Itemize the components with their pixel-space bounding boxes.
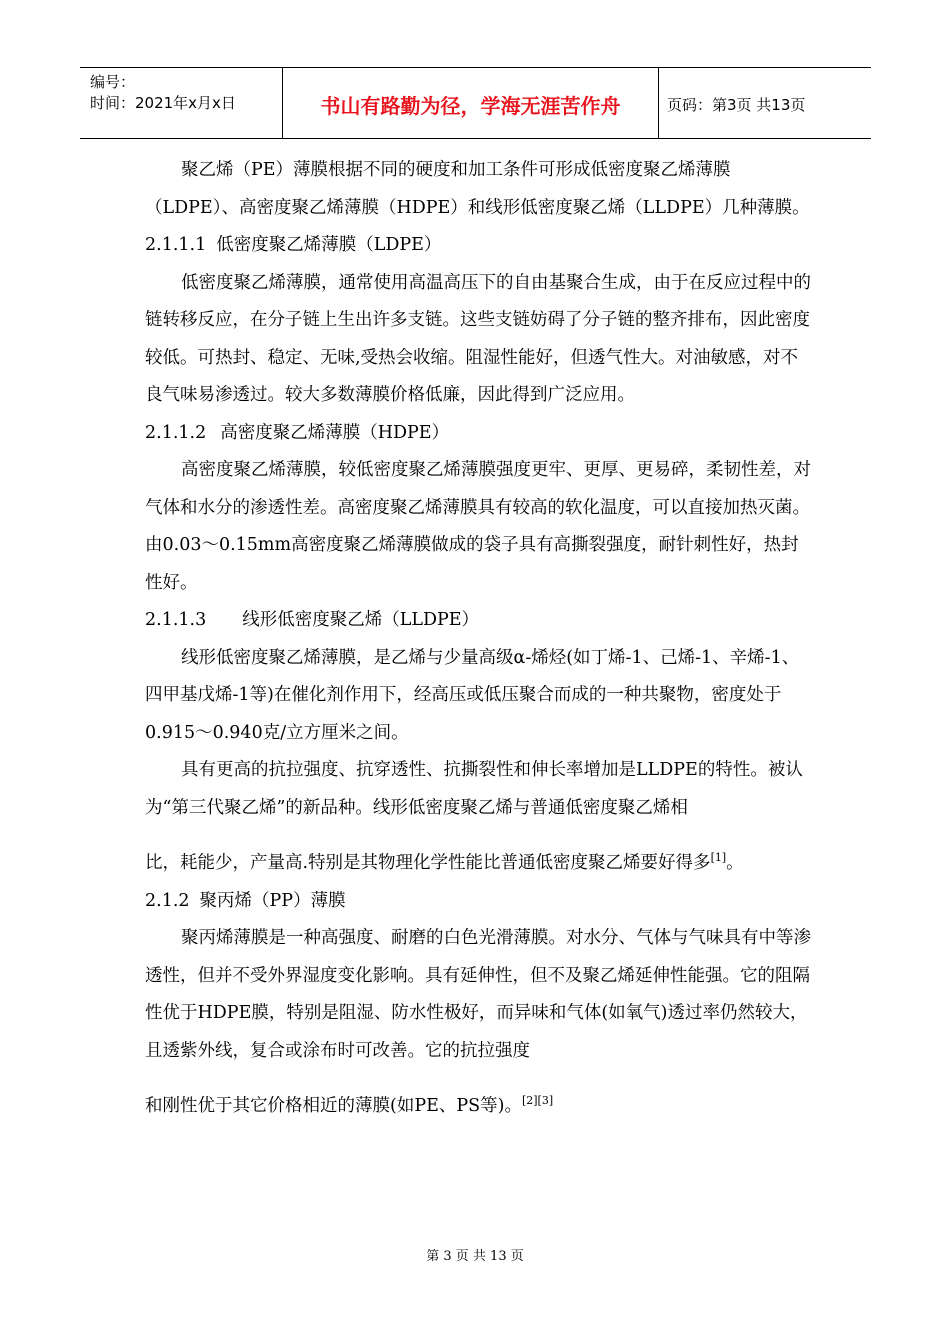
section-number: 2.1.1.1 [145, 235, 207, 255]
section-heading-lldpe [145, 602, 815, 640]
section-number: 2.1.2 [145, 890, 190, 911]
paragraph-pe-overview: 聚乙烯（PE）薄膜根据不同的硬度和加工条件可形成低密度聚乙烯薄膜（LDPE）、高密度聚乙烯薄膜（HDPE）和线形低密度聚乙烯（LLDPE）几种薄膜。 [145, 160, 810, 218]
header-motto-cell [283, 68, 659, 138]
paragraph-text: 比，耗能少，产量高.特别是其物理化学性能比普通低密度聚乙烯要好得多 [145, 853, 711, 873]
paragraph-text: 和刚性优于其它价格相近的薄膜(如PE、PS等)。 [145, 1096, 522, 1116]
section-title: 聚丙烯（PP）薄膜 [199, 890, 346, 911]
section-title: 线形低密度聚乙烯（LLDPE） [242, 610, 480, 630]
header-motto: 书山有路勤为径，学海无涯苦作舟 [320, 94, 621, 118]
paragraph-pp: 聚丙烯薄膜是一种高强度、耐磨的白色光滑薄膜。对水分、气体与气味具有中等渗透性，但并不受外界湿度变化影响。具有延伸性，但不及聚乙烯延伸性能强。它的阻隔性优于HDPE膜，特别是阻湿、防水性极好，而异味和气体(如氧气)透过率仍然较大，且透紫外线，复合或涂布时可改善。它的抗拉强度 [145, 928, 811, 1061]
header-page-info: 页码：第3页 共13页 [667, 96, 806, 114]
section-heading-pp [145, 883, 815, 921]
citation-ref: [2][3] [521, 1094, 554, 1107]
paragraph-hdpe: 高密度聚乙烯薄膜，较低密度聚乙烯薄膜强度更牢、更厚、更易碎，柔韧性差，对气体和水分的渗透性差。高密度聚乙烯薄膜具有较高的软化温度，可以直接加热灭菌。由0.03～0.15mm高密度聚乙烯薄膜做成的袋子具有高撕裂强度，耐针刺性好，热封性好。 [145, 460, 811, 593]
paragraph-lldpe-definition: 线形低密度聚乙烯薄膜，是乙烯与少量高级α-烯烃(如丁烯-1、己烯-1、辛烯-1、四甲基戊烯-1等)在催化剂作用下，经高压或低压聚合而成的一种共聚物，密度处于0.915～0.940克/立方厘米之间。 [145, 647, 800, 743]
page-header [80, 67, 871, 139]
paragraph-ldpe: 低密度聚乙烯薄膜，通常使用高温高压下的自由基聚合生成，由于在反应过程中的链转移反应，在分子链上生出许多支链。这些支链妨碍了分子链的整齐排布，因此密度较低。可热封、稳定、无味,受热会收缩。阻湿性能好，但透气性大。对油敏感，对不良气味易渗透过。较大多数薄膜价格低廉，因此得到广泛应用。 [145, 272, 811, 405]
document-date-label: 时间：2021年x月x日 [90, 94, 236, 112]
document-body [145, 152, 815, 1126]
paragraph-lldpe-properties: 具有更高的抗拉强度、抗穿透性、抗撕裂性和伸长率增加是LLDPE的特性。被认为“第三代聚乙烯”的新品种。线形低密度聚乙烯与普通低密度聚乙烯相 [145, 760, 803, 818]
section-title: 低密度聚乙烯薄膜（LDPE） [216, 235, 442, 255]
paragraph-text: 。 [726, 853, 744, 873]
section-heading-ldpe [145, 227, 815, 265]
section-title: 高密度聚乙烯薄膜（HDPE） [220, 422, 450, 443]
section-heading-hdpe [145, 415, 815, 453]
section-number: 2.1.1.2 [145, 422, 207, 443]
header-meta-cell [80, 68, 283, 138]
citation-ref: [1] [710, 851, 727, 864]
document-number-label: 编号： [90, 73, 136, 91]
header-page-cell [659, 68, 871, 138]
paragraph-lldpe-properties-end [145, 845, 815, 883]
page-footer: 第 3 页 共 13 页 [426, 1249, 524, 1264]
paragraph-pp-end [145, 1088, 815, 1126]
section-number: 2.1.1.3 [145, 610, 207, 630]
